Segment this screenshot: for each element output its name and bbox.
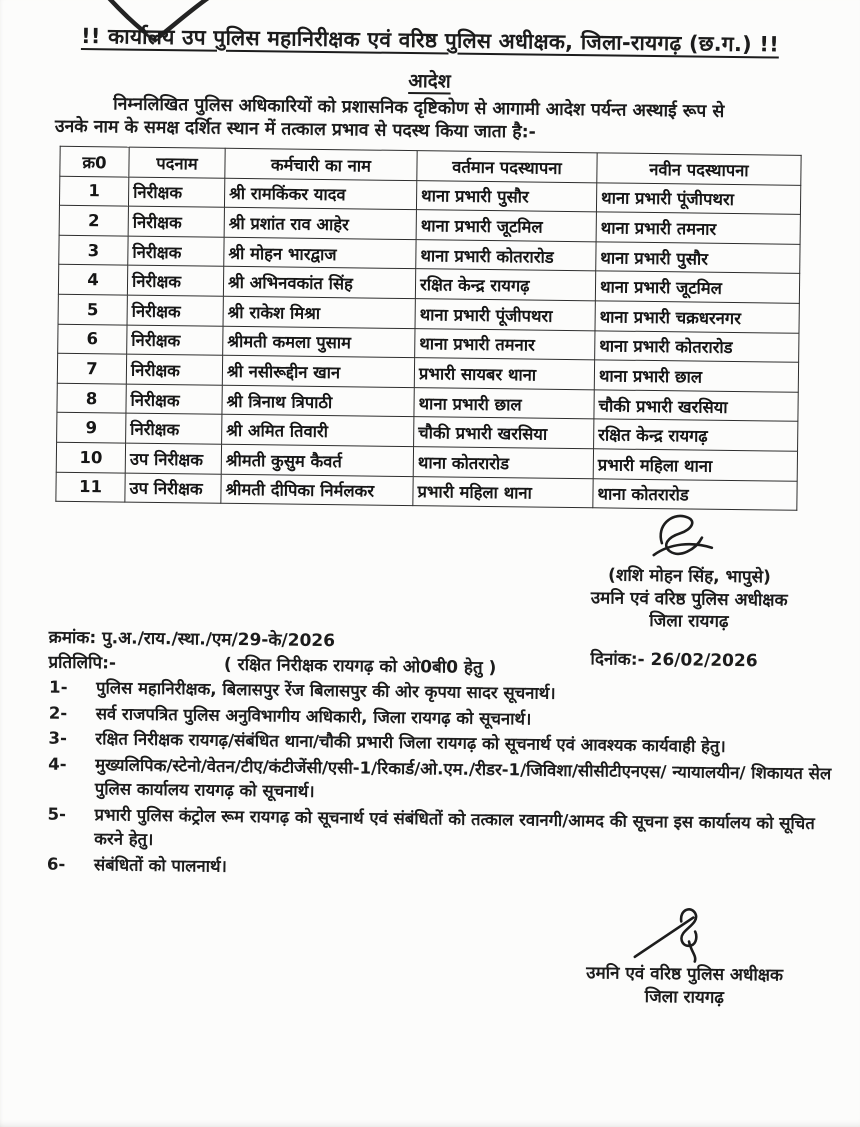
signatory-designation: उमनि एवं वरिष्ठ पुलिस अधीक्षक bbox=[586, 963, 784, 986]
copy-item-text: सर्व राजपत्रित पुलिस अनुविभागीय अधिकारी, जिला रायगढ़ को सूचनार्थ। bbox=[95, 703, 532, 729]
table-cell: रक्षित केन्द्र रायगढ़ bbox=[594, 419, 798, 451]
table-cell: श्री अमित तिवारी bbox=[222, 415, 414, 447]
table-cell: श्रीमती कमला पुसाम bbox=[223, 326, 415, 358]
table-cell: चौकी प्रभारी खरसिया bbox=[594, 390, 798, 422]
table-header-cell: पदनाम bbox=[129, 147, 225, 178]
copy-label: प्रतिलिपि:- bbox=[48, 652, 117, 674]
table-cell: निरीक्षक bbox=[127, 295, 223, 326]
table-cell: थाना प्रभारी चक्रधरनगर bbox=[595, 301, 799, 333]
table-cell: श्री प्रशांत राव आहेर bbox=[224, 207, 416, 239]
table-cell: श्री रामकिंकर यादव bbox=[224, 178, 416, 210]
copy-distribution-list bbox=[47, 676, 837, 888]
table-cell: श्री अभिनवकांत सिंह bbox=[223, 267, 415, 299]
table-cell: 1 bbox=[59, 176, 128, 206]
table-cell: थाना प्रभारी छाल bbox=[414, 387, 594, 419]
table-cell: निरीक्षक bbox=[127, 325, 223, 356]
table-cell: निरीक्षक bbox=[126, 384, 222, 415]
copy-item-text: मुख्यलिपिक/स्टेनो/वेतन/टीए/कंटीजेंसी/एसी-1/रिकार्ड/ओ.एम./रीडर-1/जिविशा/सीसीटीएनएस/ न्यायालयीन/ शिकायत सेल पुलिस कार्यालय रायगढ़ को सूचनार्थ। bbox=[94, 754, 832, 801]
table-cell: थाना प्रभारी जूटमिल bbox=[416, 210, 596, 242]
office-header bbox=[0, 21, 860, 60]
table-header-cell: वर्तमान पदस्थापना bbox=[417, 151, 597, 183]
copy-item-number: 6- bbox=[46, 854, 66, 874]
table-cell: श्री त्रिनाथ त्रिपाठी bbox=[222, 385, 414, 417]
copy-list-item bbox=[47, 802, 836, 861]
table-cell: थाना प्रभारी पुसौर bbox=[416, 180, 596, 212]
table-cell: थाना प्रभारी छाल bbox=[594, 360, 798, 392]
table-cell: प्रभारी सायबर थाना bbox=[414, 358, 594, 390]
table-cell: निरीक्षक bbox=[128, 236, 224, 267]
table-cell: चौकी प्रभारी खरसिया bbox=[414, 417, 594, 449]
table-cell: श्री मोहन भारद्वाज bbox=[224, 237, 416, 269]
table-cell: निरीक्षक bbox=[128, 177, 224, 208]
signatory-name: (शशि मोहन सिंह, भापुसे) bbox=[608, 565, 771, 588]
transfer-table bbox=[55, 146, 801, 511]
copy-item-number: 5- bbox=[47, 804, 67, 824]
table-cell: थाना प्रभारी कोतरारोड bbox=[416, 239, 596, 271]
intro-paragraph bbox=[55, 93, 848, 149]
copy-item-number: 3- bbox=[48, 728, 68, 748]
signature-block-top bbox=[545, 512, 834, 635]
table-cell: 6 bbox=[58, 324, 127, 354]
table-cell: थाना प्रभारी जूटमिल bbox=[595, 271, 799, 303]
table-cell: थाना कोतरारोड bbox=[593, 478, 797, 510]
table-cell: थाना प्रभारी तमनार bbox=[415, 328, 595, 360]
table-cell: निरीक्षक bbox=[128, 206, 224, 237]
copy-heading-row bbox=[48, 650, 648, 680]
table-cell: 3 bbox=[59, 235, 128, 265]
intro-line-2: उनके नाम के समक्ष दर्शित स्थान में तत्काल प्रभाव से पदस्थ किया जाता है:- bbox=[54, 116, 537, 143]
table-cell: 7 bbox=[57, 353, 126, 383]
table-cell: निरीक्षक bbox=[126, 354, 222, 385]
table-cell: 9 bbox=[57, 413, 126, 443]
order-heading-text: आदेश bbox=[408, 70, 451, 93]
table-cell: उप निरीक्षक bbox=[125, 473, 221, 504]
table-cell: थाना प्रभारी पूंजीपथरा bbox=[415, 299, 595, 331]
copy-item-text: संबंधितों को पालनार्थ। bbox=[93, 854, 227, 876]
table-cell: श्री राकेश मिश्रा bbox=[223, 296, 415, 328]
table-cell: थाना प्रभारी पूंजीपथरा bbox=[596, 182, 800, 214]
table-header-cell: कर्मचारी का नाम bbox=[225, 148, 417, 180]
signature-mark-bottom bbox=[629, 905, 714, 964]
copy-list-item bbox=[48, 752, 837, 811]
copy-item-text: पुलिस महानिरीक्षक, बिलासपुर रेंज बिलासपुर की ओर कृपया सादर सूचनार्थ। bbox=[95, 678, 556, 703]
transfer-table-body bbox=[56, 176, 801, 511]
copy-item-number: 2- bbox=[48, 703, 68, 723]
table-cell: निरीक्षक bbox=[126, 413, 222, 444]
table-cell: निरीक्षक bbox=[127, 265, 223, 296]
copy-item-text: रक्षित निरीक्षक रायगढ़/संबंधित थाना/चौकी प्रभारी जिला रायगढ़ को सूचनार्थ एवं आवश्यक कार्यवाही हेतु। bbox=[95, 729, 726, 756]
table-cell: उप निरीक्षक bbox=[125, 443, 221, 474]
office-header-text: !! कार्यालय उप पुलिस महानिरीक्षक एवं वरिष्ठ पुलिस अधीक्षक, जिला-रायगढ़ (छ.ग.) !! bbox=[80, 24, 780, 57]
copy-note: ( रक्षित निरीक्षक रायगढ़ को ओ0बी0 हेतु ) bbox=[223, 654, 497, 679]
copy-item-text: प्रभारी पुलिस कंट्रोल रूम रायगढ़ को सूचनार्थ एवं संबंधितों को तत्काल रवानगी/आमद की सूचना इस कार्यालय को सूचित करने हेतु। bbox=[94, 804, 815, 849]
table-cell: 2 bbox=[59, 205, 128, 235]
table-cell: श्रीमती कुसुम कैवर्त bbox=[221, 444, 413, 476]
table-cell: 5 bbox=[58, 294, 127, 324]
table-cell: 10 bbox=[56, 442, 125, 472]
table-header-cell: नवीन पदस्थापना bbox=[597, 153, 801, 185]
date-line: दिनांक:- 26/02/2026 bbox=[590, 649, 758, 672]
table-cell: रक्षित केन्द्र रायगढ़ bbox=[415, 269, 595, 301]
table-cell: 11 bbox=[56, 472, 125, 502]
signatory-district: जिला रायगढ़ bbox=[644, 986, 725, 1008]
table-header-cell: क्र0 bbox=[60, 146, 129, 176]
copy-item-number: 4- bbox=[48, 754, 67, 774]
signatory-district: जिला रायगढ़ bbox=[649, 610, 729, 632]
table-cell: श्रीमती दीपिका निर्मलकर bbox=[221, 474, 413, 506]
table-cell: 4 bbox=[58, 265, 127, 295]
table-cell: थाना प्रभारी कोतरारोड bbox=[595, 330, 799, 362]
table-cell: थाना कोतरारोड bbox=[413, 447, 593, 479]
table-cell: थाना प्रभारी पुसौर bbox=[596, 242, 800, 274]
table-cell: 8 bbox=[57, 383, 126, 413]
table-cell: प्रभारी महिला थाना bbox=[413, 476, 593, 508]
table-cell: प्रभारी महिला थाना bbox=[593, 449, 797, 481]
signature-block-bottom bbox=[540, 904, 829, 1011]
signatory-designation: उमनि एवं वरिष्ठ पुलिस अधीक्षक bbox=[590, 587, 788, 611]
table-cell: श्री नसीरूद्दीन खान bbox=[222, 355, 414, 387]
intro-line-1: निम्नलिखित पुलिस अधिकारियों को प्रशासनिक दृष्टिकोण से आगामी आदेश पर्यन्त अस्थाई रूप से bbox=[113, 94, 725, 122]
table-cell: थाना प्रभारी तमनार bbox=[596, 212, 800, 244]
signature-mark-top bbox=[648, 513, 727, 566]
copy-item-number: 1- bbox=[48, 677, 68, 697]
letter-number: क्रमांक: पु.अ./राय./स्था./एम/29-के/2026 bbox=[48, 627, 336, 652]
